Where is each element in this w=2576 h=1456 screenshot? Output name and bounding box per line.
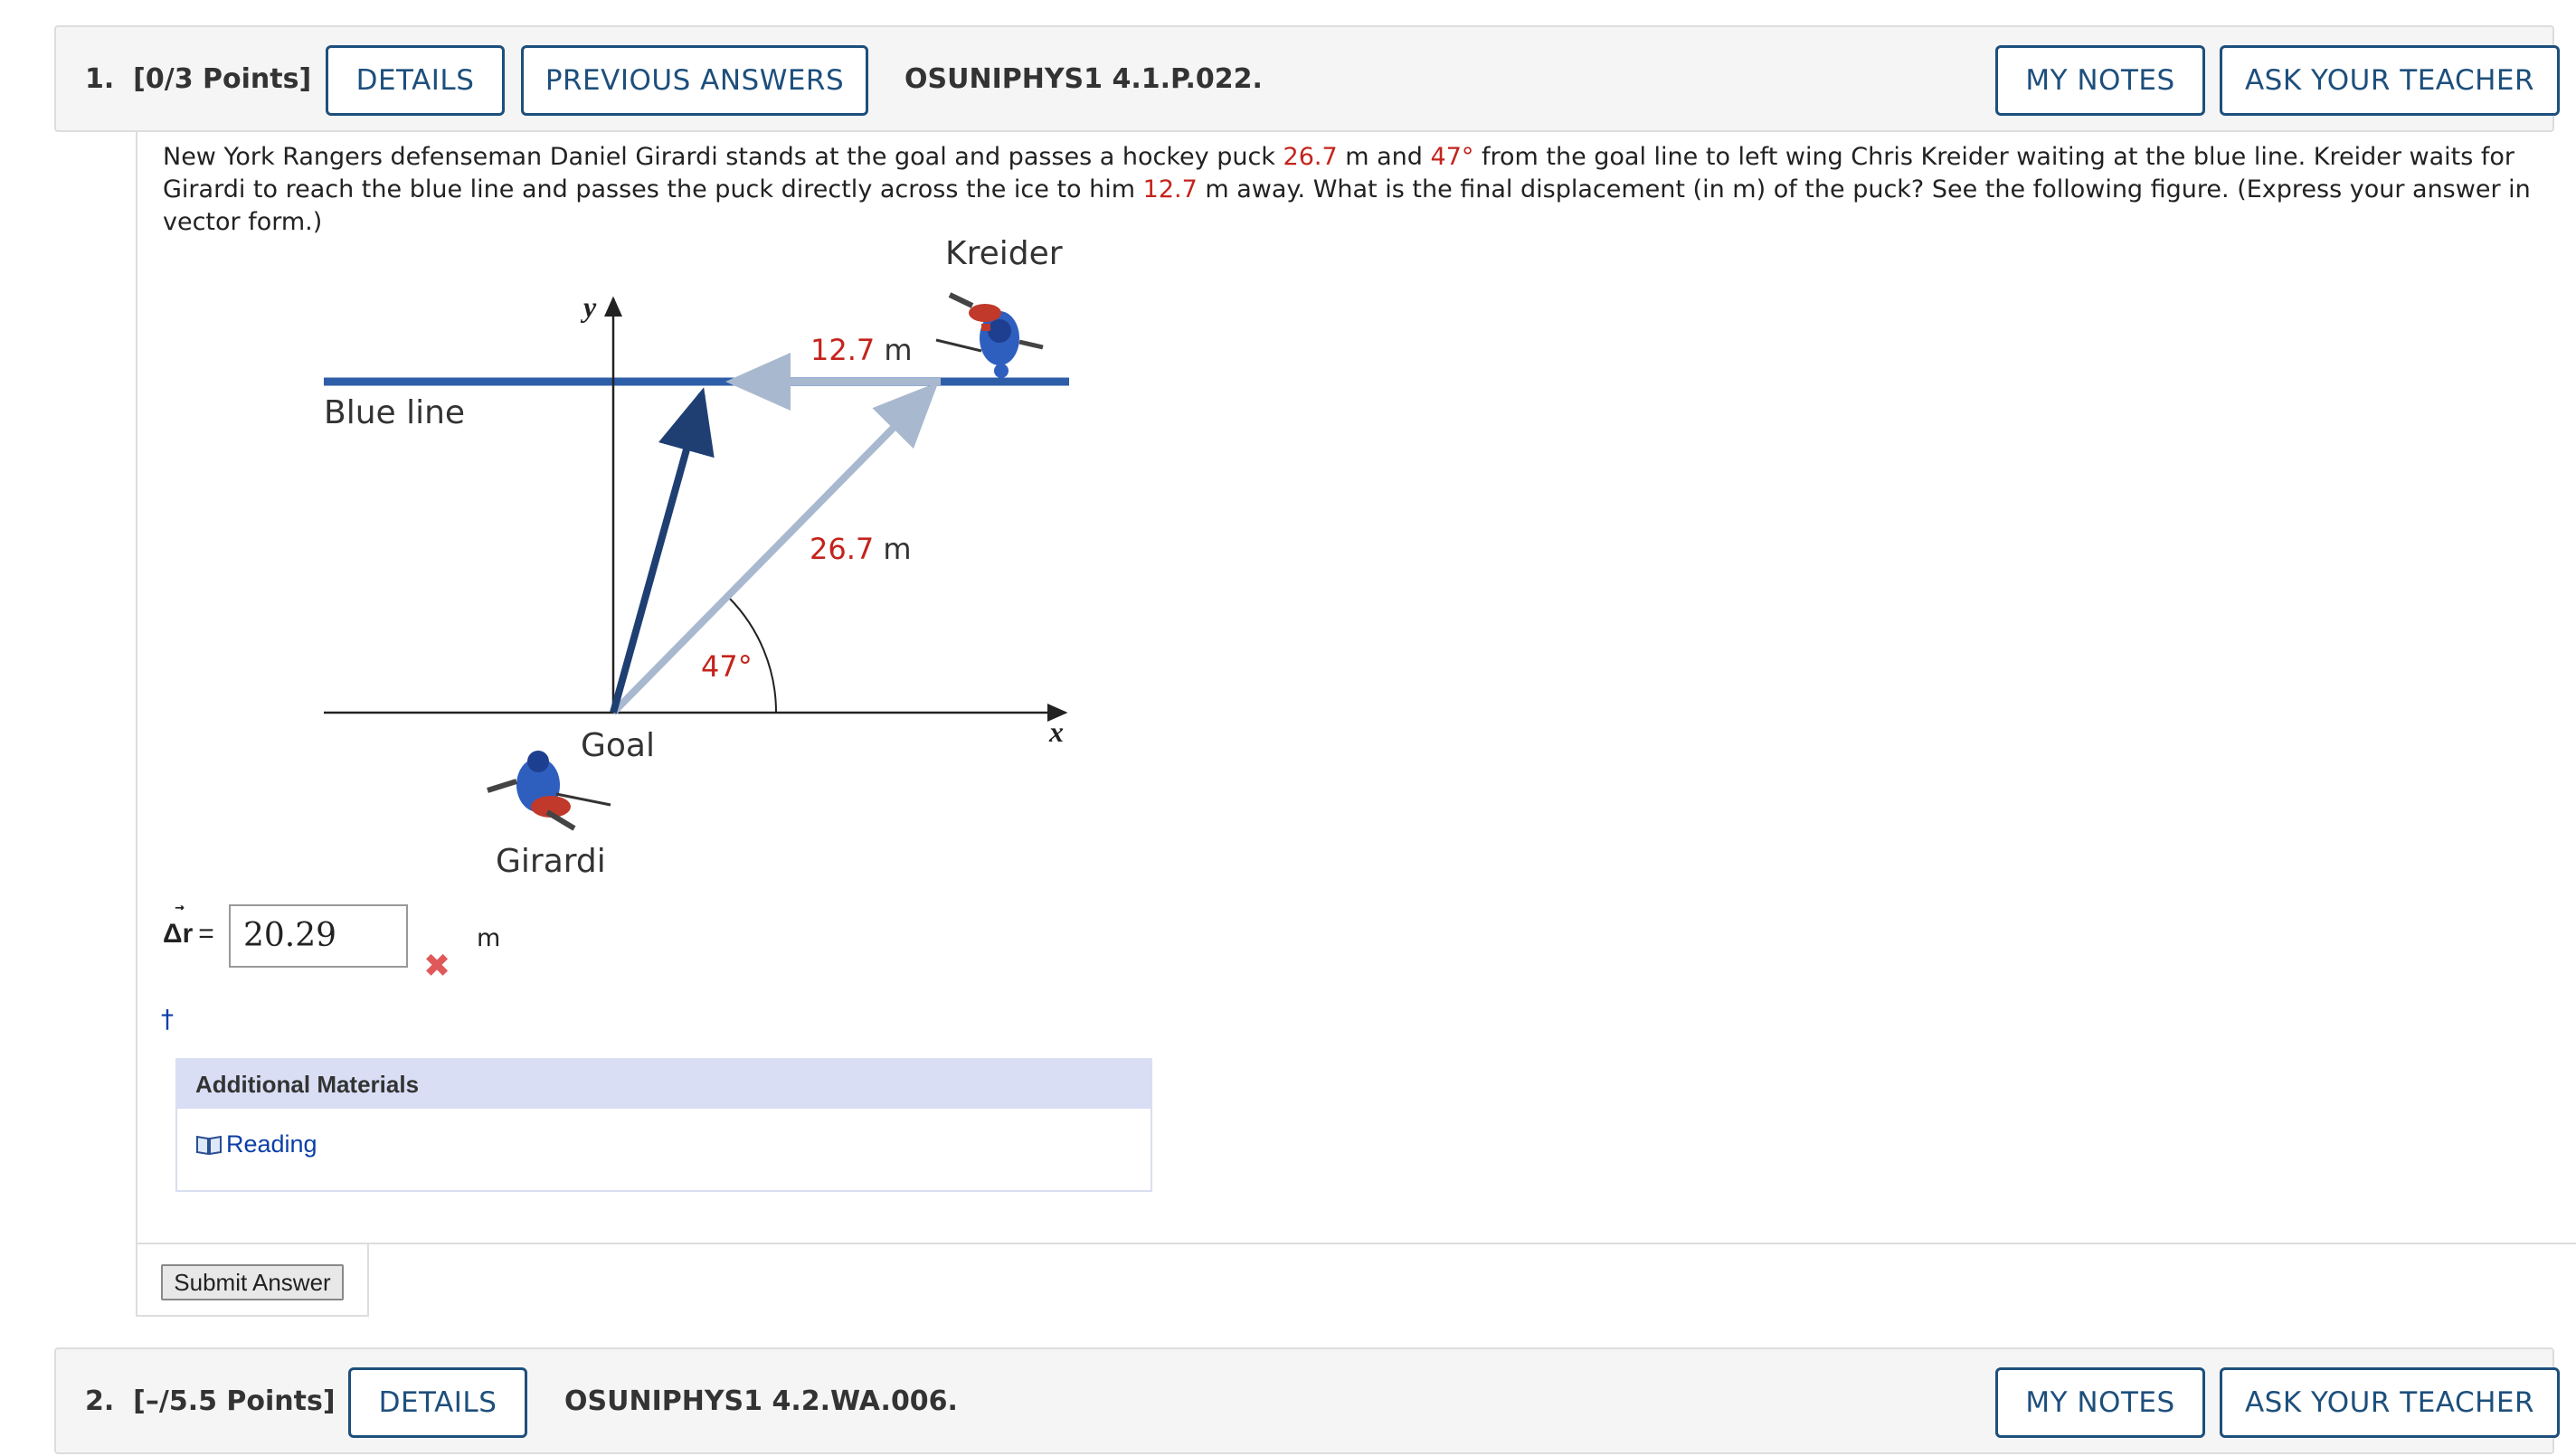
pass-2-label: 12.7 m <box>810 333 913 367</box>
y-axis-label: y <box>583 290 597 323</box>
goal-label: Goal <box>581 727 655 764</box>
book-icon <box>195 1134 223 1156</box>
my-notes-button[interactable]: MY NOTES <box>1995 45 2205 116</box>
additional-materials-panel <box>175 1058 1152 1192</box>
ask-your-teacher-button-2[interactable]: ASK YOUR TEACHER <box>2220 1367 2560 1438</box>
ask-your-teacher-button[interactable]: ASK YOUR TEACHER <box>2220 45 2560 116</box>
dagger-link[interactable]: † <box>161 1004 174 1034</box>
question-2-header <box>54 1347 2554 1454</box>
previous-answers-button[interactable]: PREVIOUS ANSWERS <box>521 45 868 116</box>
question-2-code: OSUNIPHYS1 4.2.WA.006. <box>564 1385 958 1417</box>
details-button-2[interactable]: DETAILS <box>348 1367 527 1438</box>
incorrect-x-icon: ✖ <box>423 948 451 985</box>
answer-input[interactable]: 20.29 <box>229 904 408 968</box>
value-distance-2: 12.7 <box>1142 175 1198 203</box>
question-text: New York Rangers defenseman Daniel Girardi stands at the goal and passes a hockey puck 26.7 m and 47° from the goal line to left wing Chris Kreider waiting at the blue line. Kreider waits for Girardi to reach the blue line and passes the puck directly across the ice to him 12.7 m away. What is the final displacement (in m) of the puck? See the following figure. (Express your answer in vector form.) <box>163 143 2531 236</box>
x-axis-label: x <box>1049 715 1064 748</box>
girardi-label: Girardi <box>496 843 606 877</box>
answer-unit: m <box>477 924 501 952</box>
question-2-number: 2. [–/5.5 Points] <box>85 1385 336 1417</box>
kreider-label: Kreider <box>945 235 1063 272</box>
value-distance-1: 26.7 <box>1283 143 1338 171</box>
details-button[interactable]: DETAILS <box>326 45 505 116</box>
kreider-player-icon <box>936 295 1043 378</box>
additional-materials-title: Additional Materials <box>177 1060 1151 1109</box>
blue-line-label: Blue line <box>324 394 466 431</box>
question-1-number: 1. [0/3 Points] <box>85 63 312 95</box>
question-code: OSUNIPHYS1 4.1.P.022. <box>904 63 1263 95</box>
submit-answer-button[interactable]: Submit Answer <box>161 1264 344 1300</box>
my-notes-button-2[interactable]: MY NOTES <box>1995 1367 2205 1438</box>
reading-link[interactable]: Reading <box>195 1130 317 1158</box>
pass-1-label: 26.7 m <box>810 532 912 566</box>
value-angle: 47° <box>1430 143 1474 171</box>
hockey-figure <box>308 226 1212 877</box>
answer-label: Δr = <box>163 919 214 949</box>
question-1-header <box>54 25 2554 132</box>
angle-label: 47° <box>701 649 753 684</box>
